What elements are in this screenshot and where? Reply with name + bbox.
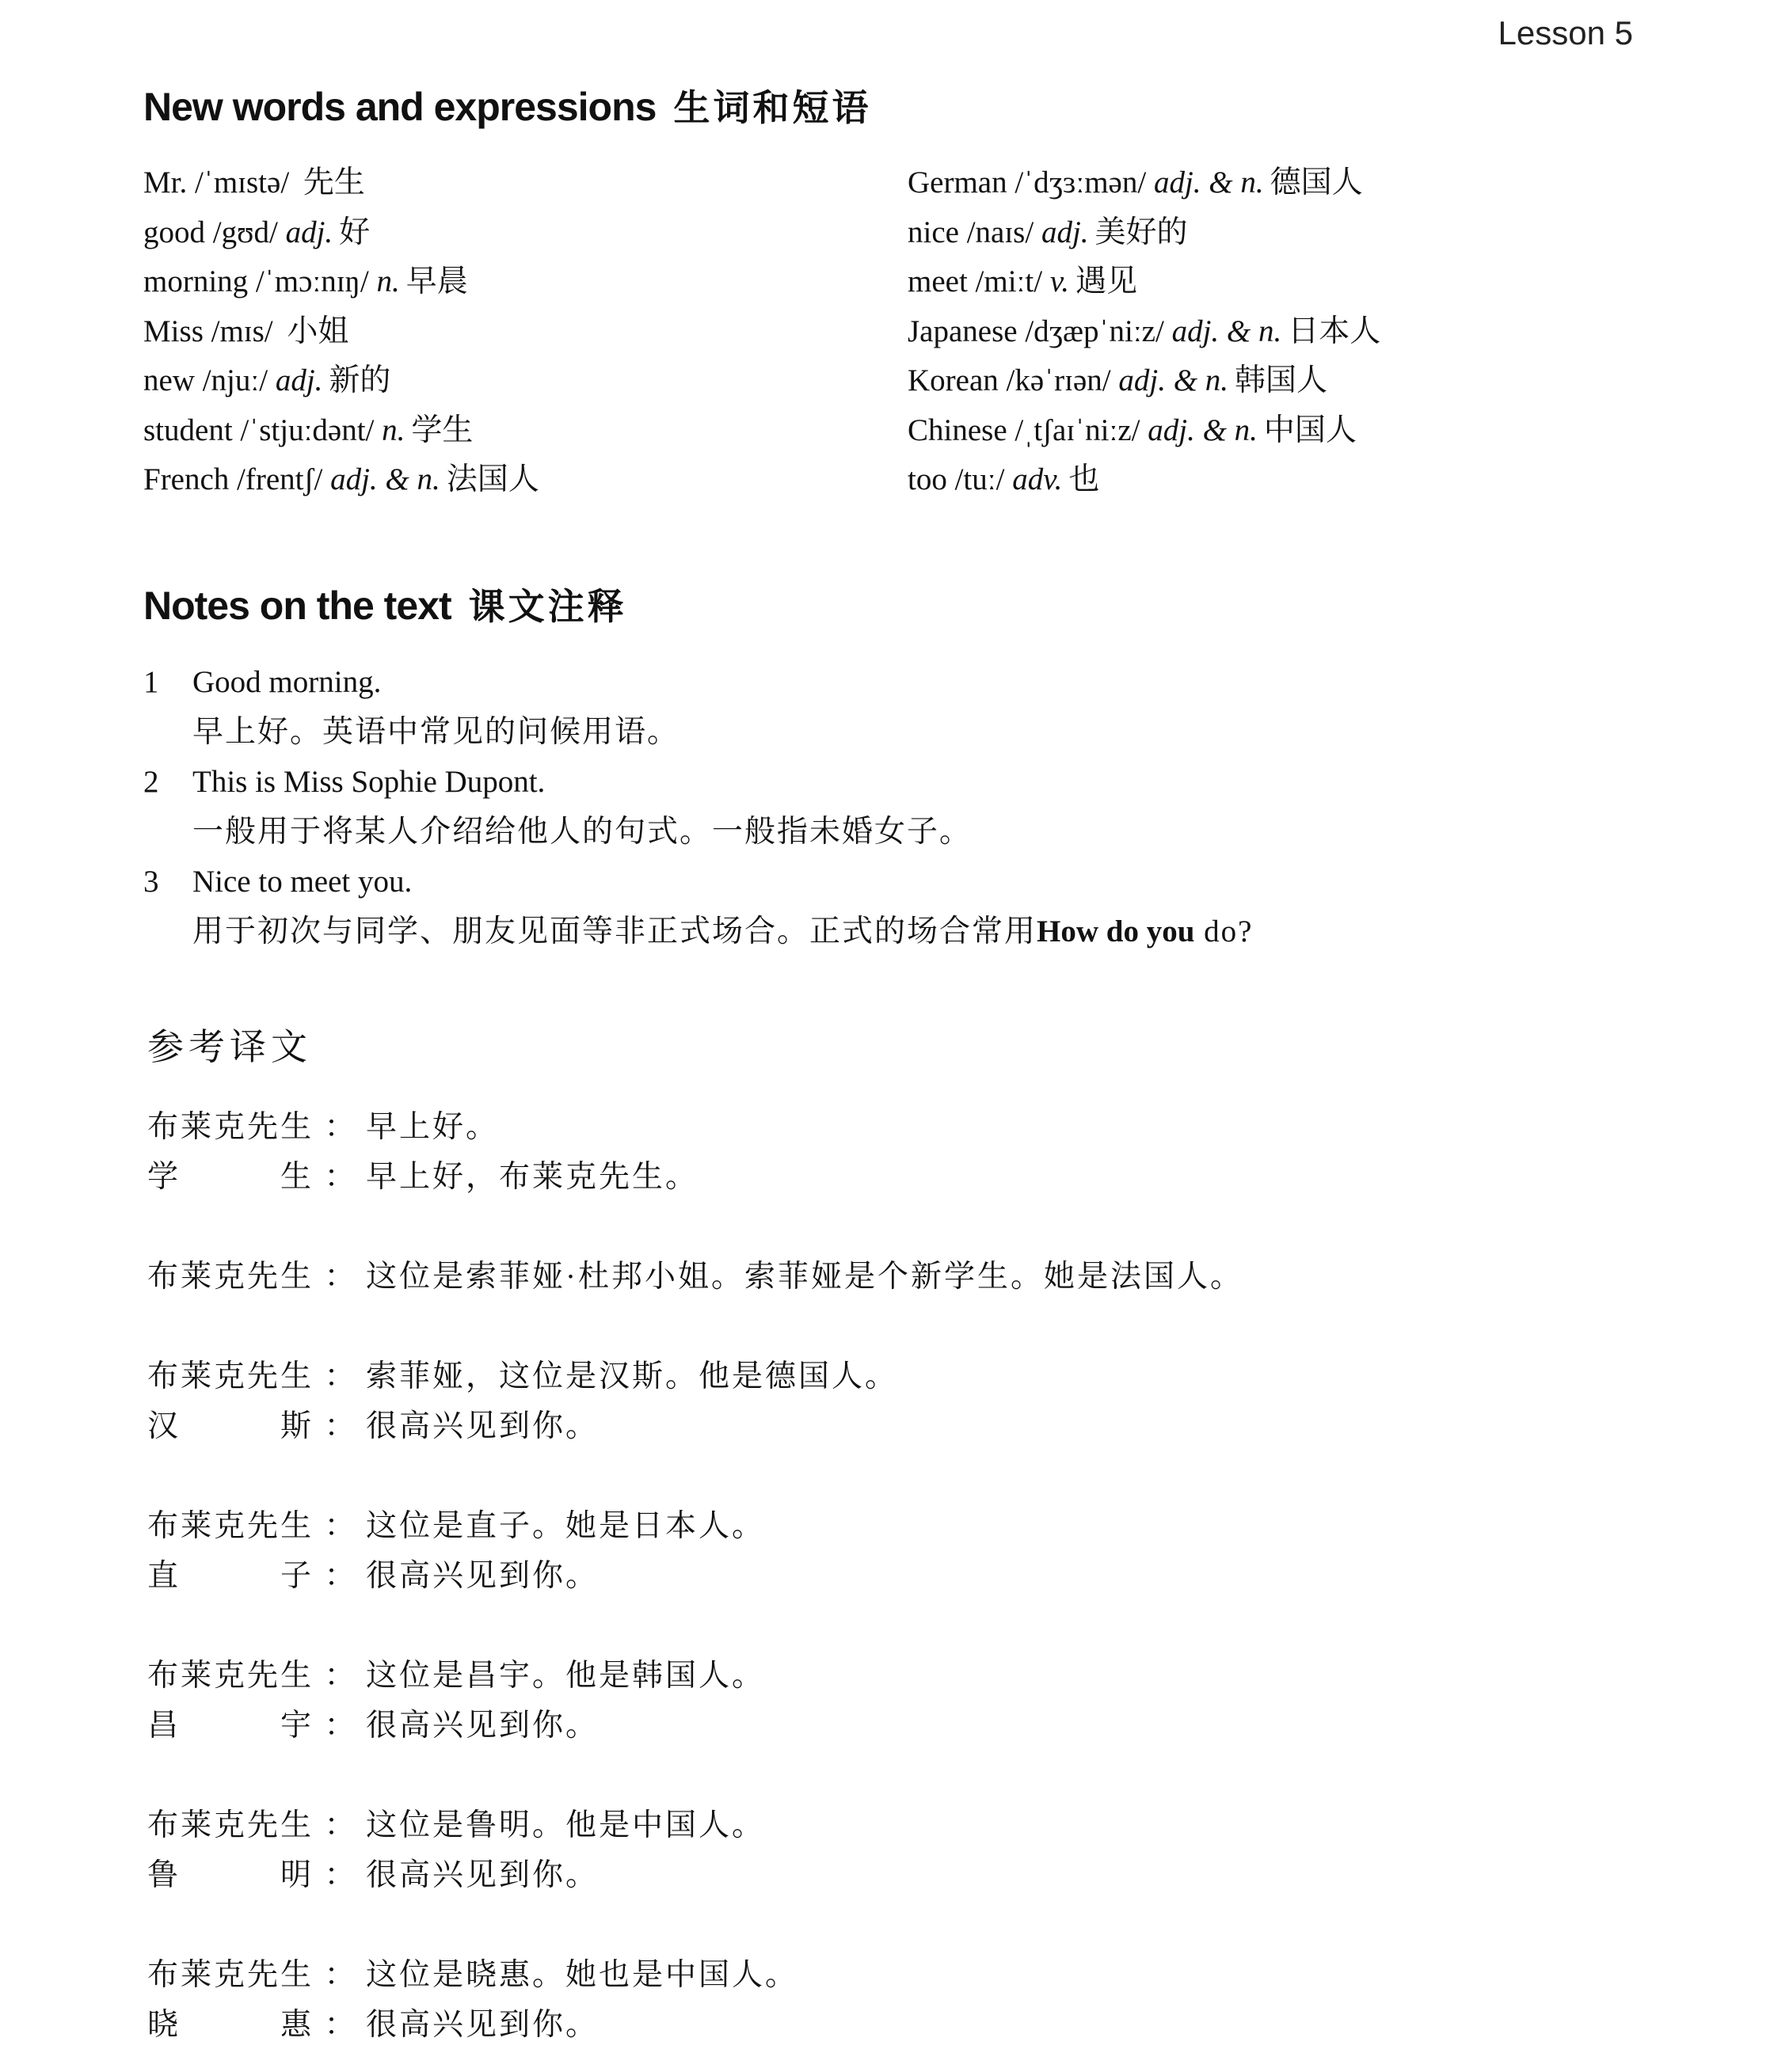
note-example-phrase: How do you <box>1037 914 1195 949</box>
dialogue-line <box>147 1152 1243 1202</box>
speaker-char: 莱 <box>181 1958 215 1992</box>
dialogue-line <box>147 2000 1243 2050</box>
speaker-name <box>147 1950 314 2000</box>
vocab-meaning: 法国人 <box>446 462 539 496</box>
translation-dialogue <box>147 1102 1243 2050</box>
speaker-char: 莱 <box>181 1110 215 1144</box>
speaker-char: 宇 <box>280 1709 314 1743</box>
note-english <box>143 757 1253 807</box>
speaker-colon: ： <box>324 1509 356 1543</box>
dialogue-line <box>147 1501 1243 1551</box>
speaker-char: 克 <box>214 1359 248 1393</box>
dialogue-spacer <box>147 1900 1243 1950</box>
speaker-colon: ： <box>324 1260 356 1294</box>
speaker-char: 克 <box>214 1110 248 1144</box>
utterance: 这位是鲁明。他是中国人。 <box>366 1808 766 1842</box>
dialogue-line <box>147 1352 1243 1401</box>
speaker-char: 莱 <box>181 1808 215 1842</box>
vocab-meaning: 中国人 <box>1263 412 1357 447</box>
dialogue-line <box>147 1102 1243 1152</box>
speaker-char: 晓 <box>147 2008 181 2042</box>
note-english <box>143 857 1253 907</box>
vocab-heading-cn: 生词和短语 <box>673 86 872 129</box>
vocab-item <box>143 307 539 357</box>
vocab-meaning: 也 <box>1068 462 1100 496</box>
vocab-pos: n. <box>376 264 400 298</box>
vocab-item <box>908 307 1380 357</box>
dialogue-line <box>147 1800 1243 1850</box>
note-sentence: This is Miss Sophie Dupont. <box>192 765 546 799</box>
speaker-char: 生 <box>280 1659 314 1693</box>
speaker-name <box>147 1252 314 1302</box>
speaker-char: 子 <box>280 1559 314 1593</box>
speaker-colon: ： <box>324 1359 356 1393</box>
speaker-char: 生 <box>280 1509 314 1543</box>
speaker-char: 先 <box>247 1260 281 1294</box>
note-example-tail: do? <box>1194 914 1254 949</box>
vocab-item <box>908 158 1380 208</box>
vocab-pos: adj. & n. <box>1153 165 1264 200</box>
dialogue-spacer <box>147 1451 1243 1501</box>
speaker-char: 先 <box>247 1958 281 1992</box>
dialogue-line <box>147 1551 1243 1601</box>
vocab-item <box>143 406 539 456</box>
vocab-pos: adj. <box>275 363 323 397</box>
dialogue-line <box>147 1701 1243 1751</box>
vocab-word: Miss /mɪs/ <box>143 314 273 348</box>
vocab-heading-en: New words and expressions <box>143 85 657 129</box>
vocab-item <box>908 257 1380 307</box>
speaker-char: 克 <box>214 1808 248 1842</box>
speaker-char: 生 <box>280 1808 314 1842</box>
speaker-colon: ： <box>324 1808 356 1842</box>
vocab-word: good /gʊd/ <box>143 215 278 249</box>
utterance: 很高兴见到你。 <box>366 1409 600 1443</box>
speaker-char: 先 <box>247 1659 281 1693</box>
vocab-pos: n. <box>382 412 405 447</box>
vocab-meaning: 学生 <box>411 412 474 447</box>
note-sentence: Nice to meet you. <box>192 865 413 899</box>
speaker-char: 学 <box>147 1160 181 1194</box>
vocab-pos: adj. <box>1041 215 1089 249</box>
note-number: 1 <box>143 665 159 699</box>
speaker-char: 直 <box>147 1559 181 1593</box>
vocab-word: new /njuː/ <box>143 363 268 397</box>
note-number: 3 <box>143 865 159 899</box>
vocab-item <box>143 208 539 258</box>
vocab-meaning: 韩国人 <box>1235 363 1328 397</box>
speaker-name <box>147 1352 314 1401</box>
note-explanation <box>143 707 1253 757</box>
note-explanation <box>143 907 1253 956</box>
vocab-pos: adv. <box>1012 462 1063 496</box>
vocab-meaning: 小姐 <box>287 314 349 348</box>
vocab-item <box>143 158 539 208</box>
speaker-colon: ： <box>324 1110 356 1144</box>
note-item <box>143 757 1253 857</box>
utterance: 这位是索菲娅·杜邦小姐。索菲娅是个新学生。她是法国人。 <box>366 1260 1243 1294</box>
speaker-char: 布 <box>147 1808 181 1842</box>
note-item <box>143 657 1253 757</box>
vocab-pos: adj. & n. <box>1118 363 1229 397</box>
lesson-number: Lesson 5 <box>1498 14 1633 51</box>
speaker-name <box>147 1152 314 1202</box>
speaker-name <box>147 2000 314 2050</box>
utterance: 早上好。 <box>366 1110 500 1144</box>
speaker-name <box>147 1850 314 1900</box>
vocab-word: Mr. /ˈmɪstə/ <box>143 165 290 200</box>
speaker-char: 斯 <box>280 1409 314 1443</box>
speaker-char: 生 <box>280 1110 314 1144</box>
vocab-word: German /ˈdʒɜːmən/ <box>908 165 1147 200</box>
utterance: 这位是晓惠。她也是中国人。 <box>366 1958 799 1992</box>
speaker-char: 生 <box>280 1260 314 1294</box>
vocab-item <box>908 208 1380 258</box>
vocab-item <box>908 356 1380 406</box>
speaker-colon: ： <box>324 1559 356 1593</box>
speaker-char: 先 <box>247 1110 281 1144</box>
dialogue-spacer <box>147 1751 1243 1800</box>
speaker-char: 莱 <box>181 1509 215 1543</box>
speaker-char: 布 <box>147 1509 181 1543</box>
note-explanation-text: 用于初次与同学、朋友见面等非正式场合。正式的场合常用 <box>192 914 1037 949</box>
vocab-meaning: 早晨 <box>405 264 468 298</box>
note-sentence: Good morning. <box>192 665 382 699</box>
vocab-meaning: 美好的 <box>1094 215 1188 249</box>
speaker-name <box>147 1401 314 1451</box>
utterance: 这位是直子。她是日本人。 <box>366 1509 766 1543</box>
note-explanation-text: 一般用于将某人介绍给他人的句式。一般指未婚女子。 <box>192 815 973 849</box>
speaker-name <box>147 1651 314 1701</box>
note-explanation <box>143 807 1253 857</box>
vocab-item <box>908 406 1380 456</box>
speaker-name <box>147 1701 314 1751</box>
translation-heading: 参考译文 <box>147 1027 312 1067</box>
vocab-word: nice /naɪs/ <box>908 215 1034 249</box>
vocab-pos: v. <box>1049 264 1069 298</box>
speaker-char: 布 <box>147 1260 181 1294</box>
vocab-word: French /frentʃ/ <box>143 462 323 496</box>
speaker-char: 克 <box>214 1958 248 1992</box>
vocab-word: Japanese /dʒæpˈniːz/ <box>908 314 1164 348</box>
vocab-pos: adj. & n. <box>330 462 440 496</box>
speaker-char: 明 <box>280 1858 314 1892</box>
vocab-pos: adj. & n. <box>1171 314 1282 348</box>
speaker-char: 布 <box>147 1110 181 1144</box>
speaker-char: 先 <box>247 1509 281 1543</box>
speaker-char: 汉 <box>147 1409 181 1443</box>
vocab-heading <box>143 79 871 131</box>
utterance: 很高兴见到你。 <box>366 1709 600 1743</box>
dialogue-line <box>147 1850 1243 1900</box>
speaker-name <box>147 1501 314 1551</box>
speaker-char: 布 <box>147 1359 181 1393</box>
speaker-char: 克 <box>214 1509 248 1543</box>
notes-heading-en: Notes on the text <box>143 584 451 628</box>
note-english <box>143 657 1253 707</box>
notes-heading-cn: 课文注释 <box>468 585 627 628</box>
vocab-meaning: 遇见 <box>1075 264 1137 298</box>
vocab-pos: adj. & n. <box>1148 412 1258 447</box>
speaker-char: 克 <box>214 1260 248 1294</box>
speaker-colon: ： <box>324 1709 356 1743</box>
utterance: 很高兴见到你。 <box>366 2008 600 2042</box>
dialogue-line <box>147 1401 1243 1451</box>
utterance: 这位是昌宇。他是韩国人。 <box>366 1659 766 1693</box>
vocab-pos: adj. <box>285 215 333 249</box>
vocab-word: meet /miːt/ <box>908 264 1043 298</box>
vocab-meaning: 日本人 <box>1288 314 1381 348</box>
note-explanation-text: 早上好。英语中常见的问候用语。 <box>192 715 680 749</box>
note-item <box>143 857 1253 956</box>
speaker-char: 先 <box>247 1359 281 1393</box>
speaker-char: 生 <box>280 1160 314 1194</box>
speaker-colon: ： <box>324 2008 356 2042</box>
vocab-word: morning /ˈmɔːnɪŋ/ <box>143 264 369 298</box>
vocab-item <box>143 356 539 406</box>
speaker-char: 鲁 <box>147 1858 181 1892</box>
dialogue-spacer <box>147 1302 1243 1352</box>
vocab-item <box>143 257 539 307</box>
vocab-meaning: 先生 <box>303 165 365 200</box>
speaker-colon: ： <box>324 1409 356 1443</box>
dialogue-line <box>147 1651 1243 1701</box>
speaker-char: 先 <box>247 1808 281 1842</box>
vocab-word: Korean /kəˈrɪən/ <box>908 363 1111 397</box>
vocab-item <box>908 455 1380 505</box>
dialogue-line <box>147 1950 1243 2000</box>
vocab-meaning: 新的 <box>329 363 391 397</box>
vocab-item <box>143 455 539 505</box>
dialogue-spacer <box>147 1202 1243 1252</box>
vocab-word: too /tuː/ <box>908 462 1005 496</box>
speaker-colon: ： <box>324 1858 356 1892</box>
speaker-char: 生 <box>280 1958 314 1992</box>
vocab-list-right <box>908 158 1380 505</box>
dialogue-spacer <box>147 1601 1243 1651</box>
speaker-char: 布 <box>147 1659 181 1693</box>
speaker-char: 昌 <box>147 1709 181 1743</box>
note-number: 2 <box>143 765 159 799</box>
notes-list <box>143 657 1253 956</box>
speaker-char: 惠 <box>280 2008 314 2042</box>
speaker-name <box>147 1800 314 1850</box>
utterance: 很高兴见到你。 <box>366 1858 600 1892</box>
speaker-char: 生 <box>280 1359 314 1393</box>
speaker-char: 莱 <box>181 1260 215 1294</box>
speaker-colon: ： <box>324 1659 356 1693</box>
vocab-meaning: 德国人 <box>1270 165 1363 200</box>
speaker-char: 莱 <box>181 1659 215 1693</box>
speaker-name <box>147 1102 314 1152</box>
utterance: 很高兴见到你。 <box>366 1559 600 1593</box>
notes-heading <box>143 578 627 630</box>
speaker-char: 克 <box>214 1659 248 1693</box>
speaker-colon: ： <box>324 1958 356 1992</box>
speaker-char: 布 <box>147 1958 181 1992</box>
speaker-colon: ： <box>324 1160 356 1194</box>
vocab-list-left <box>143 158 539 505</box>
dialogue-line <box>147 1252 1243 1302</box>
vocab-meaning: 好 <box>339 215 371 249</box>
speaker-char: 莱 <box>181 1359 215 1393</box>
speaker-name <box>147 1551 314 1601</box>
utterance: 索菲娅，这位是汉斯。他是德国人。 <box>366 1359 899 1393</box>
utterance: 早上好，布莱克先生。 <box>366 1160 699 1194</box>
vocab-word: student /ˈstjuːdənt/ <box>143 412 375 447</box>
vocab-word: Chinese /ˌtʃaɪˈniːz/ <box>908 412 1140 447</box>
